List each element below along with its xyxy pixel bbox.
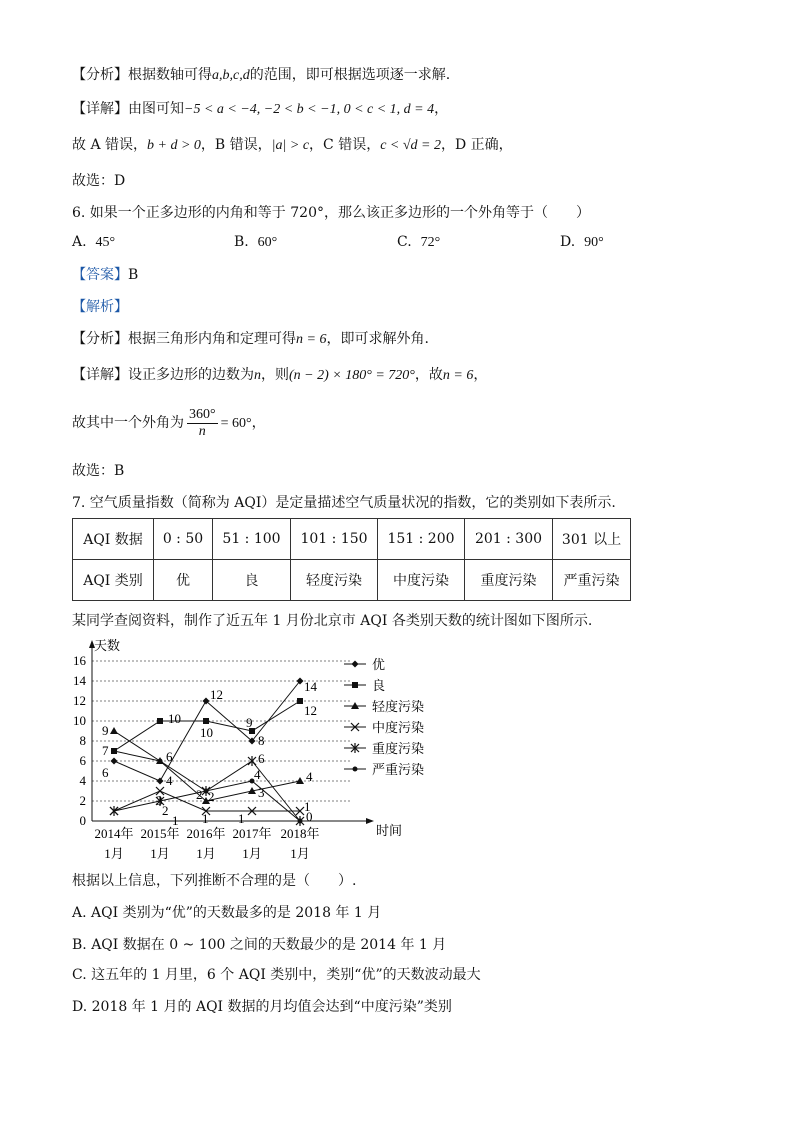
x-tick-label: 1月 xyxy=(196,846,216,861)
dot-marker xyxy=(158,759,163,764)
y-tick-label: 12 xyxy=(73,693,86,708)
diamond-marker xyxy=(352,661,359,668)
triangle-marker xyxy=(296,777,304,784)
q7-option-d: D. 2018 年 1 月的 AQI 数据的月均值会达到“中度污染”类别 xyxy=(72,999,452,1015)
legend-label: 优 xyxy=(372,657,386,672)
data-label: 7 xyxy=(102,743,109,758)
q6-final: 故选：B xyxy=(72,463,125,479)
data-label: 3 xyxy=(258,785,265,800)
data-label: 3 xyxy=(156,793,163,808)
data-label: 14 xyxy=(304,679,317,694)
q5-analysis-line: 【分析】根据数轴可得a,b,c,d的范围，即可根据选项逐一求解. xyxy=(72,67,451,83)
y-axis-label: 天数 xyxy=(94,638,121,653)
q6-detail: 【详解】设正多边形的边数为n，则(n − 2) × 180° = 720°，故n = 6， xyxy=(72,367,488,383)
q5-detail-line: 【详解】由图可知−5 < a < −4, −2 < b < −1, 0 < c < 1, d = 4， xyxy=(72,101,449,117)
asterisk-marker xyxy=(110,806,118,816)
aqi-line-chart xyxy=(60,636,440,862)
q7-option-b: B. AQI 数据在 0 ~ 100 之间的天数最少的是 2014 年 1 月 xyxy=(72,937,447,953)
fraction: $\frac{360^\circ}{n}$ xyxy=(189,406,216,439)
legend-label: 良 xyxy=(372,678,386,693)
diamond-marker xyxy=(157,778,164,785)
q6-exterior-angle: 故其中一个外角为 $\frac{360^\circ}{n}$ = 60°， xyxy=(72,406,266,439)
analysis-tag: 【分析】 xyxy=(72,67,128,83)
data-label: 0 xyxy=(306,809,313,824)
triangle-marker xyxy=(110,727,118,734)
diamond-marker xyxy=(111,758,118,765)
data-label: 10 xyxy=(168,711,181,726)
data-label: 1 xyxy=(172,813,179,828)
dot-marker xyxy=(353,767,358,772)
q6-option-a: A. 45° xyxy=(72,234,116,250)
detail-tag: 【详解】 xyxy=(72,101,128,117)
q6-option-b: B. 60° xyxy=(234,234,278,250)
x-tick-label: 1月 xyxy=(104,846,124,861)
y-tick-label: 6 xyxy=(79,753,86,768)
y-tick-label: 10 xyxy=(73,713,86,728)
data-label: 4 xyxy=(166,773,173,788)
y-tick-label: 2 xyxy=(79,793,86,808)
square-marker xyxy=(352,682,358,688)
q7-option-a: A. AQI 类别为“优”的天数最多的是 2018 年 1 月 xyxy=(72,905,382,921)
data-label: 2 xyxy=(196,787,203,802)
table-row: AQI 数据 0 : 50 51 : 100 101 : 150 151 : 200 201 : 300 301 以上 xyxy=(73,519,631,560)
square-marker xyxy=(203,718,209,724)
q7-intro: 某同学查阅资料，制作了近五年 1 月份北京市 AQI 各类别天数的统计图如下图所示. xyxy=(72,613,593,629)
q6-answer: 【答案】B xyxy=(72,267,139,283)
legend-label: 中度污染 xyxy=(372,720,425,735)
q6-analysis: 【分析】根据三角形内角和定理可得n = 6，即可求解外角. xyxy=(72,331,429,347)
x-axis-label: 时间 xyxy=(376,823,403,838)
dot-marker xyxy=(112,749,117,754)
data-label: 9 xyxy=(102,723,109,738)
square-marker xyxy=(297,698,303,704)
q6-option-c: C. 72° xyxy=(397,234,441,250)
data-label: 6 xyxy=(166,749,173,764)
q7-stem: 7. 空气质量指数（简称为 AQI）是定量描述空气质量状况的指数，它的类别如下表所示. xyxy=(72,495,616,511)
data-label: 1 xyxy=(238,811,245,826)
q6-analysis-header: 【解析】 xyxy=(72,299,128,315)
data-label: 4 xyxy=(254,767,261,782)
data-label: 2 xyxy=(208,789,215,804)
data-label: 12 xyxy=(210,687,223,702)
x-tick-label: 1月 xyxy=(242,846,262,861)
x-tick-label: 2017年 xyxy=(232,826,272,841)
data-label: 4 xyxy=(306,769,313,784)
aqi-table xyxy=(72,518,631,601)
legend-label: 严重污染 xyxy=(372,762,425,777)
data-label: 12 xyxy=(304,703,317,718)
data-label: 8 xyxy=(258,733,265,748)
x-tick-label: 2018年 xyxy=(280,826,320,841)
data-label: 9 xyxy=(246,715,253,730)
data-label: 1 xyxy=(304,799,311,814)
y-tick-label: 0 xyxy=(79,813,86,828)
x-tick-label: 2015年 xyxy=(140,826,180,841)
x-axis-arrow xyxy=(366,818,374,824)
x-tick-label: 1月 xyxy=(150,846,170,861)
q5-answer: 故选：D xyxy=(72,173,126,189)
y-tick-label: 14 xyxy=(73,673,86,688)
x-tick-label: 2014年 xyxy=(94,826,134,841)
y-tick-label: 8 xyxy=(79,733,86,748)
y-tick-label: 16 xyxy=(73,653,86,668)
answer-tag: 【答案】 xyxy=(72,267,128,283)
dot-marker xyxy=(298,819,303,824)
q7-option-c: C. 这五年的 1 月里，6 个 AQI 类别中，类别“优”的天数波动最大 xyxy=(72,967,481,983)
data-label: 2 xyxy=(162,803,169,818)
data-label: 10 xyxy=(200,725,213,740)
x-tick-label: 1月 xyxy=(290,846,310,861)
q7-question: 根据以上信息，下列推断不合理的是（ ）. xyxy=(72,873,357,889)
data-label: 1 xyxy=(202,811,209,826)
x-tick-label: 2016年 xyxy=(186,826,226,841)
data-label: 6 xyxy=(102,765,109,780)
q6-stem: 6. 如果一个正多边形的内角和等于 720°，那么该正多边形的一个外角等于（ ） xyxy=(72,205,590,221)
q6-option-d: D. 90° xyxy=(560,234,604,250)
y-tick-label: 4 xyxy=(79,773,86,788)
table-row: AQI 类别 优 良 轻度污染 中度污染 重度污染 严重污染 xyxy=(73,560,631,601)
square-marker xyxy=(157,718,163,724)
data-label: 6 xyxy=(258,751,265,766)
legend-label: 轻度污染 xyxy=(372,699,425,714)
legend-label: 重度污染 xyxy=(372,741,425,756)
q5-option-evaluation: 故 A 错误，b + d > 0，B 错误，|a| > c，C 错误，c < √d = 2，D 正确， xyxy=(72,137,513,153)
